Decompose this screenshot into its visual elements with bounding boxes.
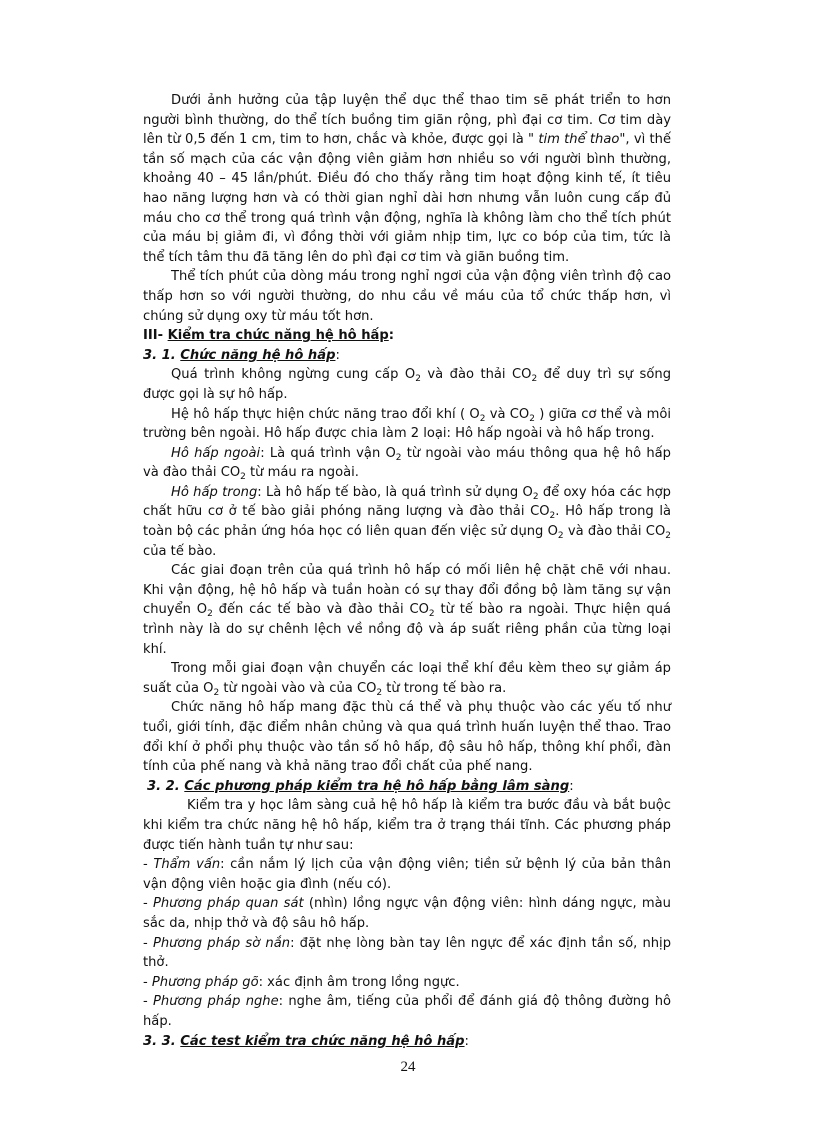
list-item-interview: - Thẩm vấn: cần nắm lý lịch của vận động viên; tiền sử bệnh lý của bản thân vận động viên hoặc gia đình (nếu có).: [143, 857, 671, 892]
term-tim-the-thao: tim thể thao: [534, 132, 620, 148]
paragraph-respiration-def: Quá trình không ngừng cung cấp $O_2$ và đào thải $CO_2$ để duy trì sự sống được gọi là sự hô hấp.: [143, 367, 672, 402]
paragraph-individual-factors: Chức năng hô hấp mang đặc thù cá thể và phụ thuộc vào các yếu tố như tuổi, giới tính, đặc điểm nhân chủng và qua quá trình huấn luyện thể thao. Trao đổi khí ở phổi phụ thuộc vào tần số hô hấp, độ sâu hô hấp, thông khí phổi, đàn tính của phế nang và khả năng trao đổi chất của phế nang.: [143, 700, 671, 775]
subsection-heading-3-2: 3. 2. Các phương pháp kiểm tra hệ hô hấp bằng lâm sàng:: [147, 778, 574, 794]
subsection-heading-3-1: 3. 1. Chức năng hệ hô hấp:: [143, 347, 340, 363]
list-item-palpation: - Phương pháp sờ nắn: đặt nhẹ lòng bàn tay lên ngực để xác định tần số, nhịp thở.: [143, 935, 672, 971]
paragraph-clinical-intro: Kiểm tra y học lâm sàng cuả hệ hô hấp là kiểm tra bước đầu và bắt buộc khi kiểm tra chức năng hệ hô hấp, kiểm tra ở trạng thái tĩnh. Các phương pháp được tiến hành tuần tự như sau:: [143, 798, 671, 853]
paragraph-pressure: Trong mỗi giai đoạn vận chuyển các loại thể khí đều kèm theo sự giảm áp suất của $O_2$ từ ngoài vào và của $CO_2$ từ trong tế bào ra.: [143, 661, 671, 698]
section-heading-iii: III- Kiểm tra chức năng hệ hô hấp:: [143, 328, 394, 344]
list-item-percussion: - Phương pháp gõ: xác định âm trong lồng ngực.: [143, 974, 460, 990]
paragraph-stages: Các giai đoạn trên của quá trình hô hấp có mối liên hệ chặt chẽ với nhau. Khi vận động, hệ hô hấp và tuần hoàn có sự thay đổi đồng bộ làm tăng sự vận chuyển $O_2$ đến các tế bào và đào thải $CO_2$ từ tế bào ra ngoài. Thực hiện quá trình này là do sự chênh lệch về nồng độ và áp suất riêng phần của từng loại khí.: [143, 563, 671, 657]
paragraph-internal-respiration: Hô hấp trong: Là hô hấp tế bào, là quá trình sử dụng $O_2$ để oxy hóa các hợp chất hữu cơ ở tế bào giải phóng năng lượng và đào thải $CO_2$. Hô hấp trong là toàn bộ các phản ứng hóa học có liên quan đến việc sử dụng $O_2$ và đào thải $CO_2$ của tế bào.: [143, 484, 671, 559]
subsection-heading-3-3: 3. 3. Các test kiểm tra chức năng hệ hô hấp:: [143, 1033, 469, 1049]
list-item-observation: - Phương pháp quan sát (nhìn) lồng ngực vận động viên: hình dáng ngực, màu sắc da, nhịp thở và độ sâu hô hấp.: [143, 896, 671, 931]
list-item-auscultation: - Phương pháp nghe: nghe âm, tiếng của phổi để đánh giá độ thông đường hô hấp.: [143, 994, 672, 1029]
paragraph-athlete-heart: Dưới ảnh hưởng của tập luyện thể dục thể thao tim sẽ phát triển to hơn người bình thường, do thể tích buồng tim giãn rộng, phì đại cơ tim. Cơ tim dày lên từ 0,5 đến 1 cm, tim to hơn, chắc và khỏe, được gọi là " tim thể thao", vì thế tần số mạch của các vận động viên giảm hơn nhiều so với người bình thường, khoảng 40 – 45 lần/phút. Điều đó cho thấy rằng tim hoạt động kinh tế, ít tiêu hao năng lượng hơn và có thời gian nghỉ dài hơn nhưng vẫn luôn cung cấp đủ máu cho cơ thể trong quá trình vận động, nghĩa là không làm cho thể tích phút của máu bị giảm đi, vì đồng thời với giảm nhịp tim, lực co bóp của tim, tức là thể tích tâm thu đã tăng lên do phì đại cơ tim và giãn buồng tim.: [143, 93, 672, 265]
paragraph-external-respiration: Hô hấp ngoài: Là quá trình vận $O_2$ từ ngoài vào máu thông qua hệ hô hấp và đào thải $CO_2$ từ máu ra ngoài.: [143, 445, 671, 483]
page-body: [143, 91, 671, 1051]
paragraph-gas-exchange: Hệ hô hấp thực hiện chức năng trao đổi khí ( $O_2$ và $CO_2$ ) giữa cơ thể và môi trường bên ngoài. Hô hấp được chia làm 2 loại: Hô hấp ngoài và hô hấp trong.: [143, 406, 671, 442]
paragraph-minute-volume: Thể tích phút của dòng máu trong nghỉ ngơi của vận động viên trình độ cao thấp hơn so với người thường, do nhu cầu về máu của tổ chức thấp hơn, vì chúng sử dụng oxy từ máu tốt hơn.: [143, 269, 671, 324]
page-number: 24: [400, 1059, 416, 1075]
